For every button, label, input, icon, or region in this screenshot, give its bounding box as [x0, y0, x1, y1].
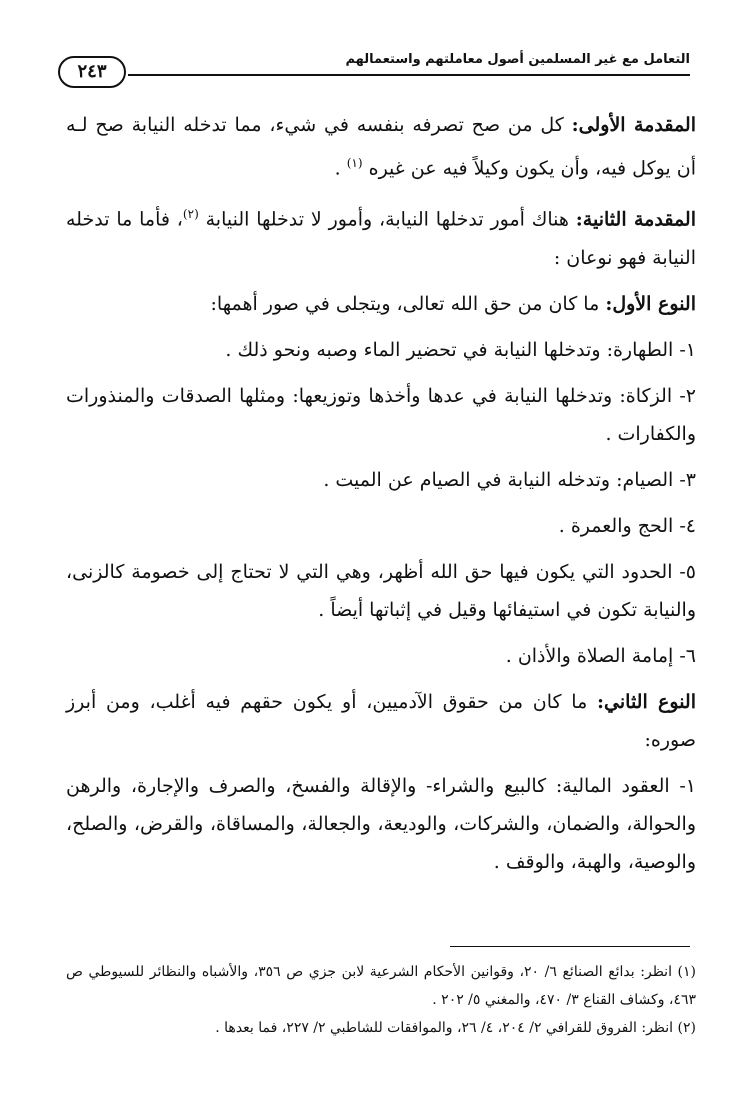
footnote-2: (٢) انظر: الفروق للقرافي ٢/ ٢٠٤، ٤/ ٢٦، والموافقات للشاطبي ٢/ ٢٢٧، فما بعدها . — [215, 1020, 696, 1036]
footnote-ref: (٢) — [182, 207, 199, 222]
paragraph-text: ما كان من حقوق الآدميين، أو يكون حقهم فيه أغلب، ومن أبرز صوره: — [66, 690, 696, 751]
paragraph-text: كل من صح تصرفه بنفسه في شيء، مما تدخله النيابة صح لـه أن يوكل فيه، وأن يكون وكيلاً فيه عن غيره — [66, 114, 696, 180]
paragraph-type-1 — [66, 285, 696, 323]
header-rule — [128, 74, 690, 76]
lead-label: المقدمة الثانية: — [575, 208, 697, 231]
paragraph-intro-2 — [66, 195, 696, 276]
running-header — [58, 52, 690, 84]
paragraph-text: هناك أمور تدخلها النيابة، وأمور لا تدخلها النيابة — [205, 208, 576, 231]
footnote-1: (١) انظر: بدائع الصنائع ٦/ ٢٠، وقوانين الأحكام الشرعية لابن جزي ص ٣٥٦، والأشباه والنظائر للسيوطي ص ٤٦٣، وكشاف القناع ٣/ ٤٧٠، والمغني ٥/ ٢٠٢ . — [66, 964, 696, 1008]
paragraph-type-2 — [66, 683, 696, 759]
lead-label: المقدمة الأولى: — [571, 114, 696, 136]
body-text — [66, 106, 696, 889]
list-item-6: ٦- إمامة الصلاة والأذان . — [505, 644, 696, 667]
list-item-2: ٢- الزكاة: وتدخلها النيابة في عدها وأخذها وتوزيعها: ومثلها الصدقات والمنذورات والكفارات . — [66, 384, 696, 445]
paragraph-end: ، فأما ما تدخله النيابة فهو نوعان : — [66, 208, 696, 269]
footnote-separator — [450, 946, 690, 947]
list-item-1: ١- الطهارة: وتدخلها النيابة في تحضير الماء وصبه ونحو ذلك . — [225, 338, 696, 361]
paragraph-intro-1 — [66, 106, 696, 187]
lead-label: النوع الثاني: — [597, 690, 697, 713]
header-title: التعامل مع غير المسلمين أصول معاملتهم واستعمالهم — [345, 52, 690, 67]
list-item-3: ٣- الصيام: وتدخله النيابة في الصيام عن الميت . — [323, 468, 696, 491]
footnote-ref: (١) — [346, 156, 363, 170]
footnotes — [66, 958, 696, 1042]
list-item-4: ٤- الحج والعمرة . — [558, 514, 696, 537]
paragraph-text: ما كان من حق الله تعالى، ويتجلى في صور أهمها: — [210, 292, 606, 315]
list-item-5: ٥- الحدود التي يكون فيها حق الله أظهر، وهي التي لا تحتاج إلى خصومة كالزنى، والنيابة تكون في استيفائها وقيل في إثباتها أيضاً . — [66, 560, 696, 621]
lead-label: النوع الأول: — [605, 292, 696, 315]
list-item-contracts: ١- العقود المالية: كالبيع والشراء- والإقالة والفسخ، والصرف والإجارة، والرهن والحوالة، والضمان، والشركات، والوديعة، والجعالة، والمساقاة، والقرض، والصلح، والوصية، والهبة، والوقف . — [66, 774, 696, 873]
page-number: ٢٤٣ — [58, 56, 126, 88]
paragraph-end: . — [334, 157, 347, 180]
